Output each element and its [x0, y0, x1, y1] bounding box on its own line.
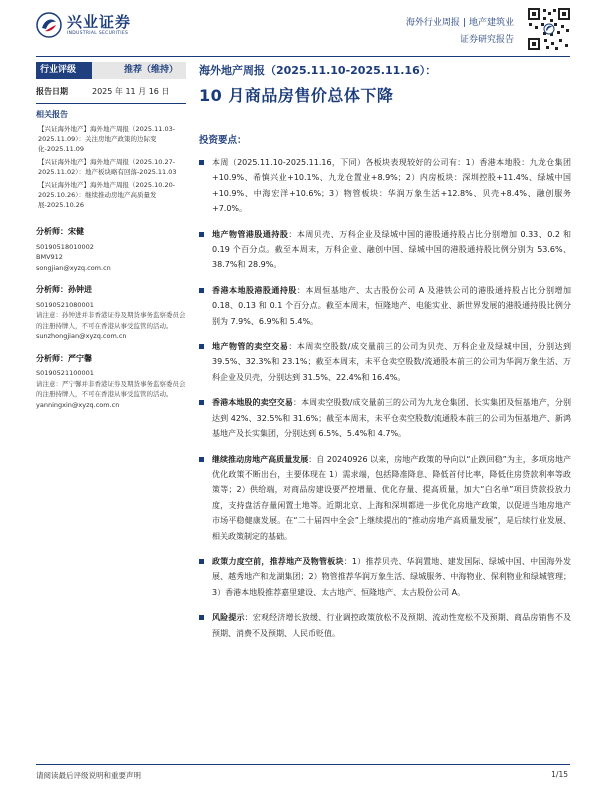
related-report-link[interactable]: 【兴证海外地产】海外地产周报（2025.11.03-2025.11.09）：关注房地产政策的边际变化-2025.11.09 — [38, 125, 176, 153]
main-content — [199, 62, 571, 651]
bullet-icon — [199, 232, 204, 237]
analyst-note: 请注意：孙钟进并非香港证券及期货事务监察委员会的注册持牌人，不可在香港从事受监管的活动。 — [36, 311, 186, 330]
point-lead: 香港本地股的卖空交易 — [212, 398, 293, 408]
related-report-link[interactable]: 【兴证海外地产】海外地产周报（2025.10.20-2025.10.26）：继续推动房地产高质量发展-2025.10.26 — [38, 181, 176, 209]
logo-mark-icon — [36, 12, 62, 38]
date-label: 报告日期 — [36, 87, 68, 96]
investment-point — [199, 395, 571, 441]
point-text: ：自 20240926 以来，房地产政策的导向以“止跌回稳”为主，多项房地产优化政策不断出台，主要体现在 1）需求端，包括降准降息、降低首付比率，降低住房贷款利率等政策等；2）供给端，对商品房建设要严控增量、优化存量、提高质量，加大“白名单”项目贷款投放力度，支持盘活存量闲置土地等。近期北京、上海和深圳都进一步优化房地产政策，以促进当地房地产市场平稳健康发展。在“二十届四中全会”上继续提出的“推动房地产高质量发展”，是后续行业发展、相关政策制定的基础。 — [212, 454, 571, 541]
sidebar — [36, 62, 186, 422]
point-text: ：宏观经济增长放缓、行业调控政策放松不及预期、流动性宽松不及预期、商品房销售不及预期、消费不及预期、人民币贬值。 — [212, 613, 572, 638]
analyst-cert: S0190518010002 — [36, 242, 94, 251]
analyst-name: 分析师：宋健 — [36, 227, 84, 236]
page-number: 1/15 — [551, 770, 568, 779]
footer-disclaimer: 请阅读最后评级说明和重要声明 — [36, 771, 141, 780]
investment-point — [199, 227, 571, 273]
page-header — [0, 0, 600, 55]
analyst-email[interactable]: sunzhongjian@xyzq.com.cn — [36, 332, 127, 340]
analyst-cert: BMV912 — [36, 253, 63, 261]
point-lead: 政策力度空前，推荐地产及物管板块 — [212, 556, 344, 566]
point-lead: 香港本地股港股通持股 — [212, 285, 297, 295]
investment-points-list — [199, 155, 571, 641]
logo-en: INDUSTRIAL SECURITIES — [67, 30, 129, 36]
page-footer — [36, 770, 570, 781]
report-title: 10 月商品房售价总体下降 — [199, 86, 394, 105]
qr-code-icon — [526, 6, 572, 52]
bullet-icon — [199, 288, 204, 293]
header-info — [406, 15, 514, 49]
rating-value: 推荐（维持） — [92, 62, 186, 79]
bullet-icon — [199, 160, 204, 165]
investment-point — [199, 283, 571, 329]
investment-point — [199, 554, 571, 600]
analyst-name: 分析师：孙钟进 — [36, 285, 92, 294]
crumb-industry: 海外行业周报 — [405, 18, 460, 28]
company-logo — [36, 12, 131, 38]
report-subtitle: 海外地产周报（2025.11.10-2025.11.16）： — [199, 64, 437, 77]
point-lead: 风险提示 — [212, 613, 245, 623]
logo-cn: 兴业证券 — [67, 12, 132, 31]
point-text: ：1）推荐贝壳、华润置地、建发国际、绿城中国、中国海外发展、越秀地产和龙湖集团；2）物管推荐华润万象生活、绿城服务、中海物业、保利物业和绿城管理；3）香港本地股推荐嘉里建设、太古地产、恒隆地产、太古股份公司 A。 — [212, 556, 571, 597]
bullet-icon — [199, 615, 204, 620]
analyst-cert: S0190521100001 — [36, 369, 94, 377]
investment-point — [199, 610, 571, 641]
crumb-separator: | — [462, 18, 466, 28]
footer-divider — [36, 764, 570, 765]
point-lead: 地产物管的卖空交易 — [212, 342, 289, 352]
point-text: ：本周贝壳、万科企业及绿城中国的港股通持股占比分别增加 0.33、0.2 和 0.19 个百分点。截至本周末，万科企业、融创中国、绿城中国的港股通持股比例分别为 53.6%、38.7%和 28.9%。 — [212, 229, 571, 270]
related-reports-title: 相关报告 — [36, 110, 68, 119]
sidebar-divider — [36, 103, 186, 104]
related-reports-list — [36, 124, 186, 210]
investment-point — [199, 452, 571, 544]
point-text: ：本周卖空股数/成交量前三的公司为贝壳、万科企业及绿城中国，分别达到 39.5%、32.3%和 23.1%；截至本周末，未平仓卖空股数/流通股本前三的公司为华润万象生活、万科企业及贝壳，分别达到 31.5%、22.4%和 16.4%。 — [212, 342, 571, 382]
related-report-link[interactable]: 【兴证海外地产】海外地产周报（2025.10.27-2025.11.02）：地产板块略有回落-2025.11.03 — [38, 158, 177, 176]
report-date-row — [36, 86, 186, 97]
bullet-icon — [199, 344, 204, 349]
point-lead: 继续推动房地产高质量发展 — [212, 454, 309, 464]
analyst-cert: S0190521080001 — [36, 300, 94, 309]
analyst-card — [36, 227, 186, 273]
point-text: ：本周恒基地产、太古股份公司 A 及港铁公司的港股通持股占比分别增加 0.18、0.13 和 0.1 个百分点。截至本周末，恒隆地产、电能实业、新世界发展的港股通持股比例分别为 7.9%、6.9%和 5.4%。 — [212, 285, 572, 326]
point-text: ：本周卖空股数/成交量前三的公司为九龙仓集团、长实集团及恒基地产，分别达到 42%、32.5%和 31.6%；截至本周末，未平仓卖空股数/流通股本前三的公司为恒基地产、新鸿基地产及长实集团，分别达到 6.5%、5.4%和 4.7%。 — [212, 398, 571, 439]
investment-points-title: 投资要点： — [199, 135, 247, 146]
analyst-name: 分析师：严宁馨 — [36, 353, 92, 363]
analyst-card — [36, 354, 186, 411]
bullet-icon — [199, 457, 204, 462]
analyst-card — [36, 285, 186, 342]
bullet-icon — [199, 400, 204, 405]
point-lead: 地产物管港股通持股 — [212, 229, 289, 239]
investment-point — [199, 339, 571, 385]
rating-label: 行业评级 — [36, 62, 92, 79]
analyst-email[interactable]: songjian@xyzq.com.cn — [36, 263, 111, 272]
analyst-email[interactable]: yanningxin@xyzq.com.cn — [36, 400, 120, 409]
analyst-note: 请注意：严宁馨并非香港证券及期货事务监察委员会的注册持牌人，不可在香港从事受监管的活动。 — [36, 379, 186, 398]
report-type: 证券研究报告 — [459, 35, 514, 45]
investment-point — [199, 155, 571, 217]
rating-bar — [36, 62, 186, 79]
crumb-sector: 地产建筑业 — [468, 18, 514, 28]
bullet-icon — [199, 559, 204, 564]
date-value: 2025 年 11 月 16 日 — [92, 87, 170, 96]
header-divider — [36, 56, 570, 57]
point-text: 本周（2025.11.10-2025.11.16，下同）各板块表现较好的公司有：1）香港本地股：九龙仓集团+10.9%、希慎兴业+10.1%、九龙仓置业+8.9%；2）内房板块：深圳控股+11.4%、绿城中国+10.9%、中海宏洋+10.6%；3）物管板块：华润万象生活+12.8%、贝壳+8.4%、融创服务+7.0%。 — [212, 158, 571, 214]
